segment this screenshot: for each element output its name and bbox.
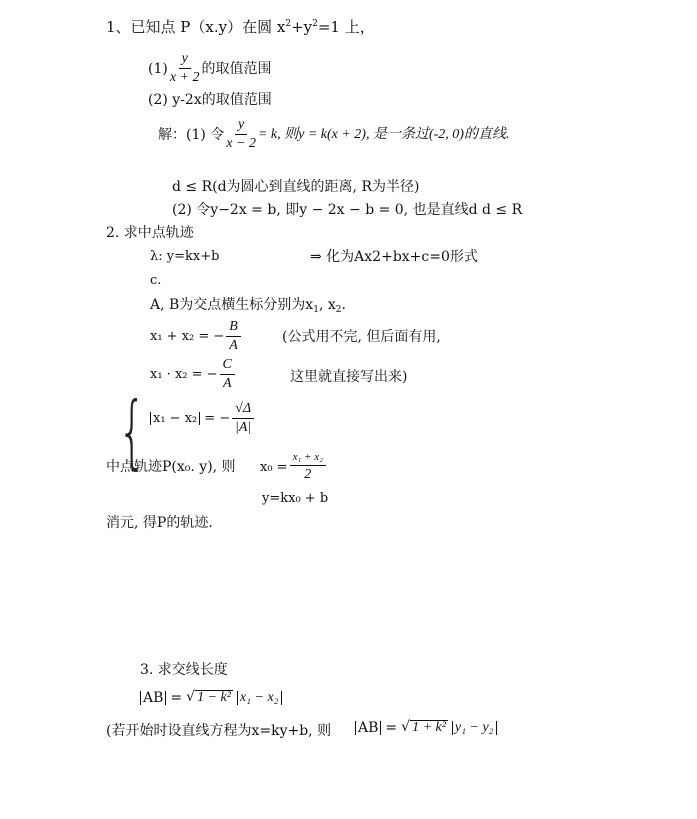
denominator: A: [229, 338, 238, 353]
formula-eq: =: [385, 719, 398, 736]
intersect-mid: , x: [318, 297, 336, 313]
problem1-part2: (2) y-2x的取值范围: [148, 92, 272, 108]
sqrt-icon: √: [401, 719, 411, 735]
denominator: x + 2: [169, 70, 200, 85]
sqrt-icon: √: [186, 689, 196, 705]
fraction: [170, 52, 200, 85]
ab-formula: [140, 690, 282, 705]
formula-lhs: x₁ + x₂ = −: [150, 329, 225, 344]
note1: (公式用不完, 但后面有用,: [282, 329, 441, 345]
left-brace-icon: {: [118, 385, 146, 478]
heading-text: +y: [291, 18, 313, 36]
abs-value: x₁ − x₂: [150, 412, 200, 425]
part-text: 的取值范围: [201, 60, 272, 77]
subscript: 1: [313, 305, 319, 315]
abs-value: x₁ − x₂: [237, 691, 282, 705]
intersect-text: [150, 298, 346, 315]
fraction: [226, 118, 256, 151]
abs-value: AB: [140, 691, 166, 705]
sqrt: [186, 690, 233, 705]
superscript: 2: [285, 19, 292, 29]
product-formula: [150, 358, 237, 391]
line-equation: λ: y=kx+b: [150, 249, 220, 264]
subscript: 2: [335, 305, 342, 315]
alt-text: (若开始时设直线方程为x=ky+b, 则: [106, 723, 332, 739]
problem1-heading: [106, 20, 375, 35]
problem1-solution2: (2) 令y−2x = b, 即y − 2x − b = 0, 也是直线d d ≤ R: [172, 202, 523, 218]
y0-formula: y=kx₀ + b: [262, 491, 329, 506]
problem3-heading: 3. 求交线长度: [140, 662, 228, 678]
numerator: B: [226, 320, 241, 337]
fraction: [226, 320, 241, 353]
denominator: A: [222, 376, 232, 391]
fraction: [232, 402, 254, 435]
numerator: y: [235, 118, 247, 135]
numerator: x₁ + x₂: [290, 452, 326, 466]
solution-prefix: 解：(1) 令: [158, 126, 225, 143]
eliminate-text: 消元, 得P的轨迹.: [106, 515, 213, 531]
numerator: C: [220, 358, 235, 375]
note2: 这里就直接写出来): [290, 369, 408, 385]
denominator: x − 2: [226, 136, 256, 151]
problem1-solution1: [158, 118, 509, 151]
abs-value: AB: [355, 721, 381, 735]
sqrt: [401, 720, 448, 735]
fraction: [290, 452, 326, 482]
heading-text: 1、已知点 P（x.y）在圆 x: [106, 18, 286, 36]
problem1-part1: [148, 52, 272, 85]
x0-formula: [260, 452, 328, 482]
convert-text: ⇒ 化为Ax2+bx+c=0形式: [310, 249, 478, 265]
radicand: 1 − k²: [197, 690, 231, 705]
numerator: y: [179, 52, 191, 69]
solution-text: = k, 则y = k(x + 2), 是一条过(-2, 0)的直线.: [257, 126, 510, 142]
problem2-heading: 2. 求中点轨迹: [106, 225, 194, 241]
fraction: [220, 358, 235, 391]
c-line: c.: [150, 273, 162, 288]
radicand: 1 + k²: [412, 720, 446, 735]
alt-formula: [355, 720, 497, 735]
heading-text: =1 上，: [317, 18, 375, 36]
abs-value: y₁ − y₂: [452, 721, 497, 735]
midpoint-text: 中点轨迹P(x₀. y), 则: [106, 459, 236, 475]
formula-lhs: x₁ · x₂ = −: [150, 367, 218, 382]
denominator: 2: [304, 467, 312, 482]
formula-eq: = −: [204, 411, 231, 426]
intersect-suffix: .: [341, 297, 346, 313]
problem1-condition: d ≤ R(d为圆心到直线的距离, R为半径): [172, 179, 420, 195]
difference-formula: [150, 402, 256, 435]
formula-eq: =: [170, 689, 183, 706]
numerator: √Δ: [232, 402, 254, 419]
formula-lhs: x₀ =: [260, 459, 288, 475]
intersect-prefix: A, B为交点横生标分别为x: [150, 297, 314, 313]
denominator: |A|: [235, 420, 252, 435]
part-label: (1): [148, 60, 168, 77]
sum-formula: [150, 320, 243, 353]
superscript: 2: [312, 19, 318, 29]
